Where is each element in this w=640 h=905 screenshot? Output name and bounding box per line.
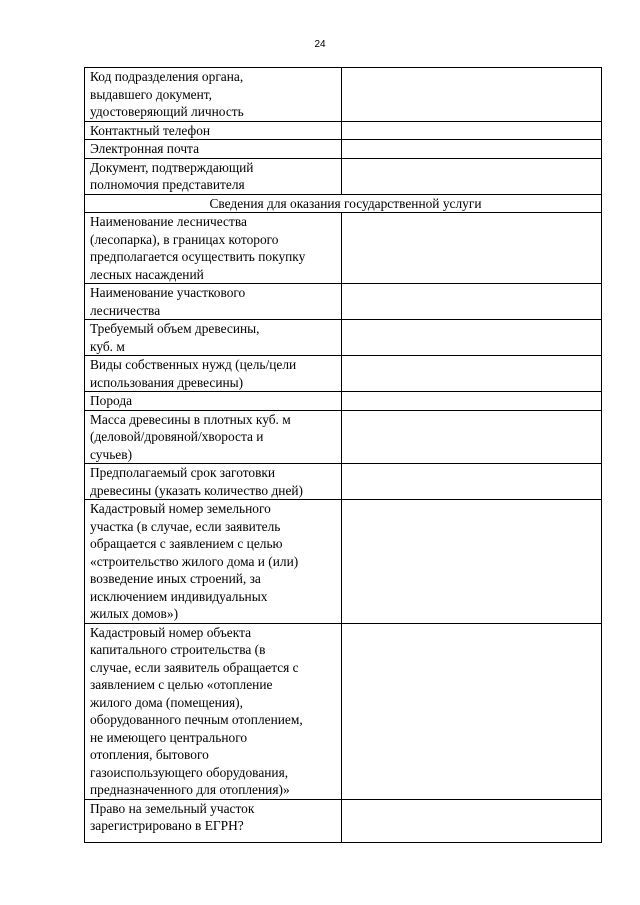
form-rows-top [85,68,602,195]
field-value[interactable] [342,392,602,411]
form-row [85,158,602,194]
form-row [85,356,602,392]
field-label: Кадастровый номер объекта капитального строительства (в случае, если заявитель обращается с заявлением с целью «отопление жилого дома (помещения), оборудованного печным отоплением, не имеющего центрального отопления, бытового газоиспользующего оборудования, предназначенного для отопления)» [85,623,342,799]
field-value[interactable] [342,158,602,194]
field-label: Наименование лесничества (лесопарка), в границах которого предполагается осуществить покупку лесных насаждений [85,213,342,284]
field-value[interactable] [342,623,602,799]
field-value[interactable] [342,410,602,464]
form-row [85,213,602,284]
form-row [85,410,602,464]
field-label: Документ, подтверждающий полномочия представителя [85,158,342,194]
field-value[interactable] [342,284,602,320]
form-row [85,799,602,842]
form-row [85,623,602,799]
form-row [85,500,602,624]
field-value[interactable] [342,140,602,159]
field-label: Право на земельный участок зарегистрировано в ЕГРН? [85,799,342,842]
form-row [85,140,602,159]
form-row [85,68,602,122]
field-label: Кадастровый номер земельного участка (в случае, если заявитель обращается с заявлением с целью «строительство жилого дома и (или) возведение иных строений, за исключением индивидуальных жилых домов») [85,500,342,624]
field-value[interactable] [342,121,602,140]
field-value[interactable] [342,68,602,122]
form-section-header [85,194,602,213]
field-value[interactable] [342,799,602,842]
field-label: Виды собственных нужд (цель/цели использования древесины) [85,356,342,392]
field-label: Наименование участкового лесничества [85,284,342,320]
field-label: Требуемый объем древесины, куб. м [85,320,342,356]
field-label: Предполагаемый срок заготовки древесины (указать количество дней) [85,464,342,500]
field-value[interactable] [342,320,602,356]
field-value[interactable] [342,213,602,284]
application-form-table [84,67,602,843]
field-label: Электронная почта [85,140,342,159]
field-label: Порода [85,392,342,411]
field-label: Масса древесины в плотных куб. м (деловой/дровяной/хвороста и сучьев) [85,410,342,464]
section-title: Сведения для оказания государственной услуги [85,194,602,213]
form-row [85,392,602,411]
page-number: 24 [314,39,326,50]
form-rows-bottom [85,213,602,843]
form-row [85,464,602,500]
form-row [85,320,602,356]
field-label: Контактный телефон [85,121,342,140]
form-row [85,284,602,320]
form-row [85,121,602,140]
field-value[interactable] [342,356,602,392]
field-value[interactable] [342,500,602,624]
section-row [85,194,602,213]
field-label: Код подразделения органа, выдавшего документ, удостоверяющий личность [85,68,342,122]
field-value[interactable] [342,464,602,500]
